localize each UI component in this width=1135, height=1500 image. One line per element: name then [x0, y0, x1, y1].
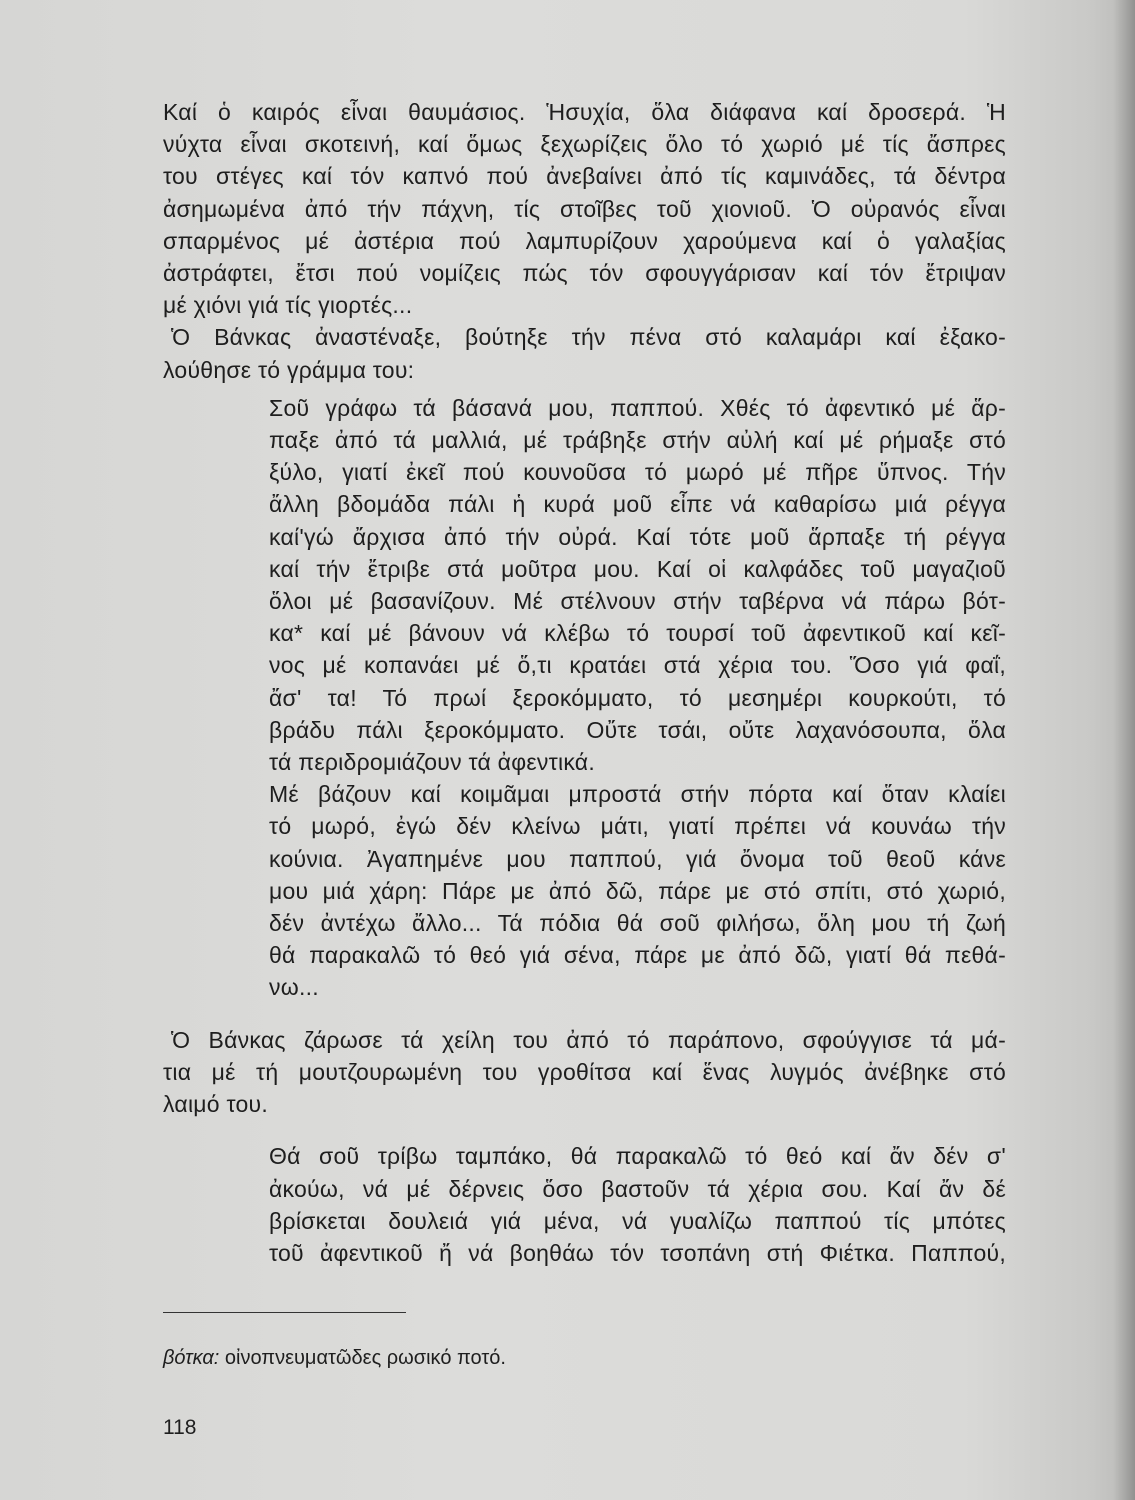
text-line: ξύλο, γιατί ἐκεῖ πού κουνοῦσα τό μωρό μέ πῆρε ὕπνος. Τήν — [269, 459, 1006, 486]
text-line: καί τήν ἔτριβε στά μοῦτρα μου. Καί οἱ καλφάδες τοῦ μαγαζιοῦ — [269, 555, 1006, 582]
text-line: νω... — [269, 974, 319, 1001]
text-line: σπαρμένος μέ ἀστέρια πού λαμπυρίζουν χαρούμενα καί ὁ γαλαξίας — [163, 227, 1006, 254]
text-line: ἀστράφτει, ἔτσι πού νομίζεις πώς τόν σφουγγάρισαν καί τόν ἔτριψαν — [163, 260, 1006, 287]
text-line: ἄσ' τα! Τό πρωί ξεροκόμματο, τό μεσημέρι κουρκούτι, τό — [269, 684, 1006, 711]
text-line: ἀσημωμένα ἀπό τήν πάχνη, τίς στοῖβες τοῦ χιονιοῦ. Ὁ οὐρανός εἶναι — [163, 195, 1006, 222]
text-line: λούθησε τό γράμμα του: — [163, 356, 415, 383]
text-line: τό μωρό, ἐγώ δέν κλείνω μάτι, γιατί πρέπει νά κουνάω τήν — [269, 813, 1006, 840]
text-line: θά παρακαλῶ τό θεό γιά σένα, πάρε με ἀπό δῶ, γιατί θά πεθά- — [269, 942, 1006, 969]
text-line: νύχτα εἶναι σκοτεινή, καί ὅμως ξεχωρίζεις ὅλο τό χωριό μέ τίς ἄσπρες — [163, 131, 1006, 158]
text-line: Καί ὁ καιρός εἶναι θαυμάσιος. Ἡσυχία, ὅλα διάφανα καί δροσερά. Ἡ — [163, 99, 1006, 125]
main-text — [163, 96, 1006, 1269]
footnote — [163, 1345, 506, 1371]
text-line: ἀκούω, νά μέ δέρνεις ὅσο βαστοῦν τά χέρια σου. Καί ἄν δέ — [269, 1175, 1006, 1202]
text-line: τοῦ ἀφεντικοῦ ἤ νά βοηθάω τόν τσοπάνη στή Φιέτκα. Παππού, — [269, 1239, 1006, 1266]
footnote-divider — [163, 1312, 406, 1313]
text-line: δέν ἀντέχω ἄλλο... Τά πόδια θά σοῦ φιλήσω, ὅλη μου τή ζωή — [269, 910, 1006, 937]
text-line: κούνια. Ἀγαπημένε μου παππού, γιά ὄνομα τοῦ θεοῦ κάνε — [269, 845, 1006, 872]
footnote-term: βότκα: — [163, 1347, 220, 1369]
text-line: Θά σοῦ τρίβω ταμπάκο, θά παρακαλῶ τό θεό καί ἄν δέν σ' — [269, 1143, 1006, 1170]
text-line: κα* καί μέ βάνουν νά κλέβω τό τουρσί τοῦ ἀφεντικοῦ καί κεῖ- — [269, 620, 1006, 647]
letter-paragraph — [269, 778, 1006, 1003]
text-line: τά περιδρομιάζουν τά ἀφεντικά. — [269, 749, 595, 776]
text-line: Σοῦ γράφω τά βάσανά μου, παππού. Χθές τό ἀφεντικό μέ ἅρ- — [269, 394, 1006, 421]
paragraph-night-description — [163, 96, 1006, 321]
text-line: ὅλοι μέ βασανίζουν. Μέ στέλνουν στήν ταβέρνα νά πάρω βότ- — [269, 588, 1006, 615]
text-line: μέ χιόνι γιά τίς γιορτές... — [163, 292, 413, 319]
text-line: καί'γώ ἄρχισα ἀπό τήν οὐρά. Καί τότε μοῦ ἅρπαξε τή ρέγγα — [269, 523, 1006, 550]
text-line: Ὁ Βάνκας ζάρωσε τά χείλη του ἀπό τό παράπονο, σφούγγισε τά μά- — [171, 1026, 1006, 1053]
text-line: μου μιά χάρη: Πάρε με ἀπό δῶ, πάρε με στό σπίτι, στό χωριό, — [269, 877, 1006, 904]
text-line: βρίσκεται δουλειά γιά μένα, νά γυαλίζω παππού τίς μπότες — [269, 1207, 1006, 1234]
footnote-definition: οἰνοπνευματῶδες ρωσικό ποτό. — [224, 1347, 506, 1369]
text-line: λαιμό του. — [163, 1091, 269, 1118]
book-spine-shadow — [1113, 0, 1135, 1500]
text-line: παξε ἀπό τά μαλλιά, μέ τράβηξε στήν αὐλή καί μέ ρήμαξε στό — [269, 427, 1006, 454]
text-line: ἄλλη βδομάδα πάλι ἡ κυρά μοῦ εἶπε νά καθαρίσω μιά ρέγγα — [269, 491, 1006, 518]
letter-block-1 — [269, 392, 1006, 1004]
paragraph-vanka-sighs — [163, 321, 1006, 385]
page-number: 118 — [163, 1416, 197, 1439]
text-line: τια μέ τή μουτζουρωμένη του γροθίτσα καί ἕνας λυγμός ἀνέβηκε στό — [163, 1058, 1006, 1085]
text-line: νος μέ κοπανάει μέ ὅ,τι κρατάει στά χέρια του. Ὅσο γιά φαΐ, — [269, 652, 1006, 679]
paragraph-vanka-cries — [163, 1024, 1006, 1121]
text-line: βράδυ πάλι ξεροκόμματο. Οὔτε τσάι, οὔτε λαχανόσουπα, ὅλα — [269, 716, 1006, 743]
text-line: του στέγες καί τόν καπνό πού ἀνεβαίνει ἀπό τίς καμινάδες, τά δέντρα — [163, 163, 1006, 190]
letter-paragraph — [269, 392, 1006, 778]
letter-block-2 — [269, 1140, 1006, 1269]
text-line: Ὁ Βάνκας ἀναστέναξε, βούτηξε τήν πένα στό καλαμάρι καί ἐξακο- — [171, 324, 1006, 351]
letter-paragraph — [269, 1140, 1006, 1269]
text-line: Μέ βάζουν καί κοιμᾶμαι μπροστά στήν πόρτα καί ὅταν κλαίει — [269, 781, 1006, 808]
